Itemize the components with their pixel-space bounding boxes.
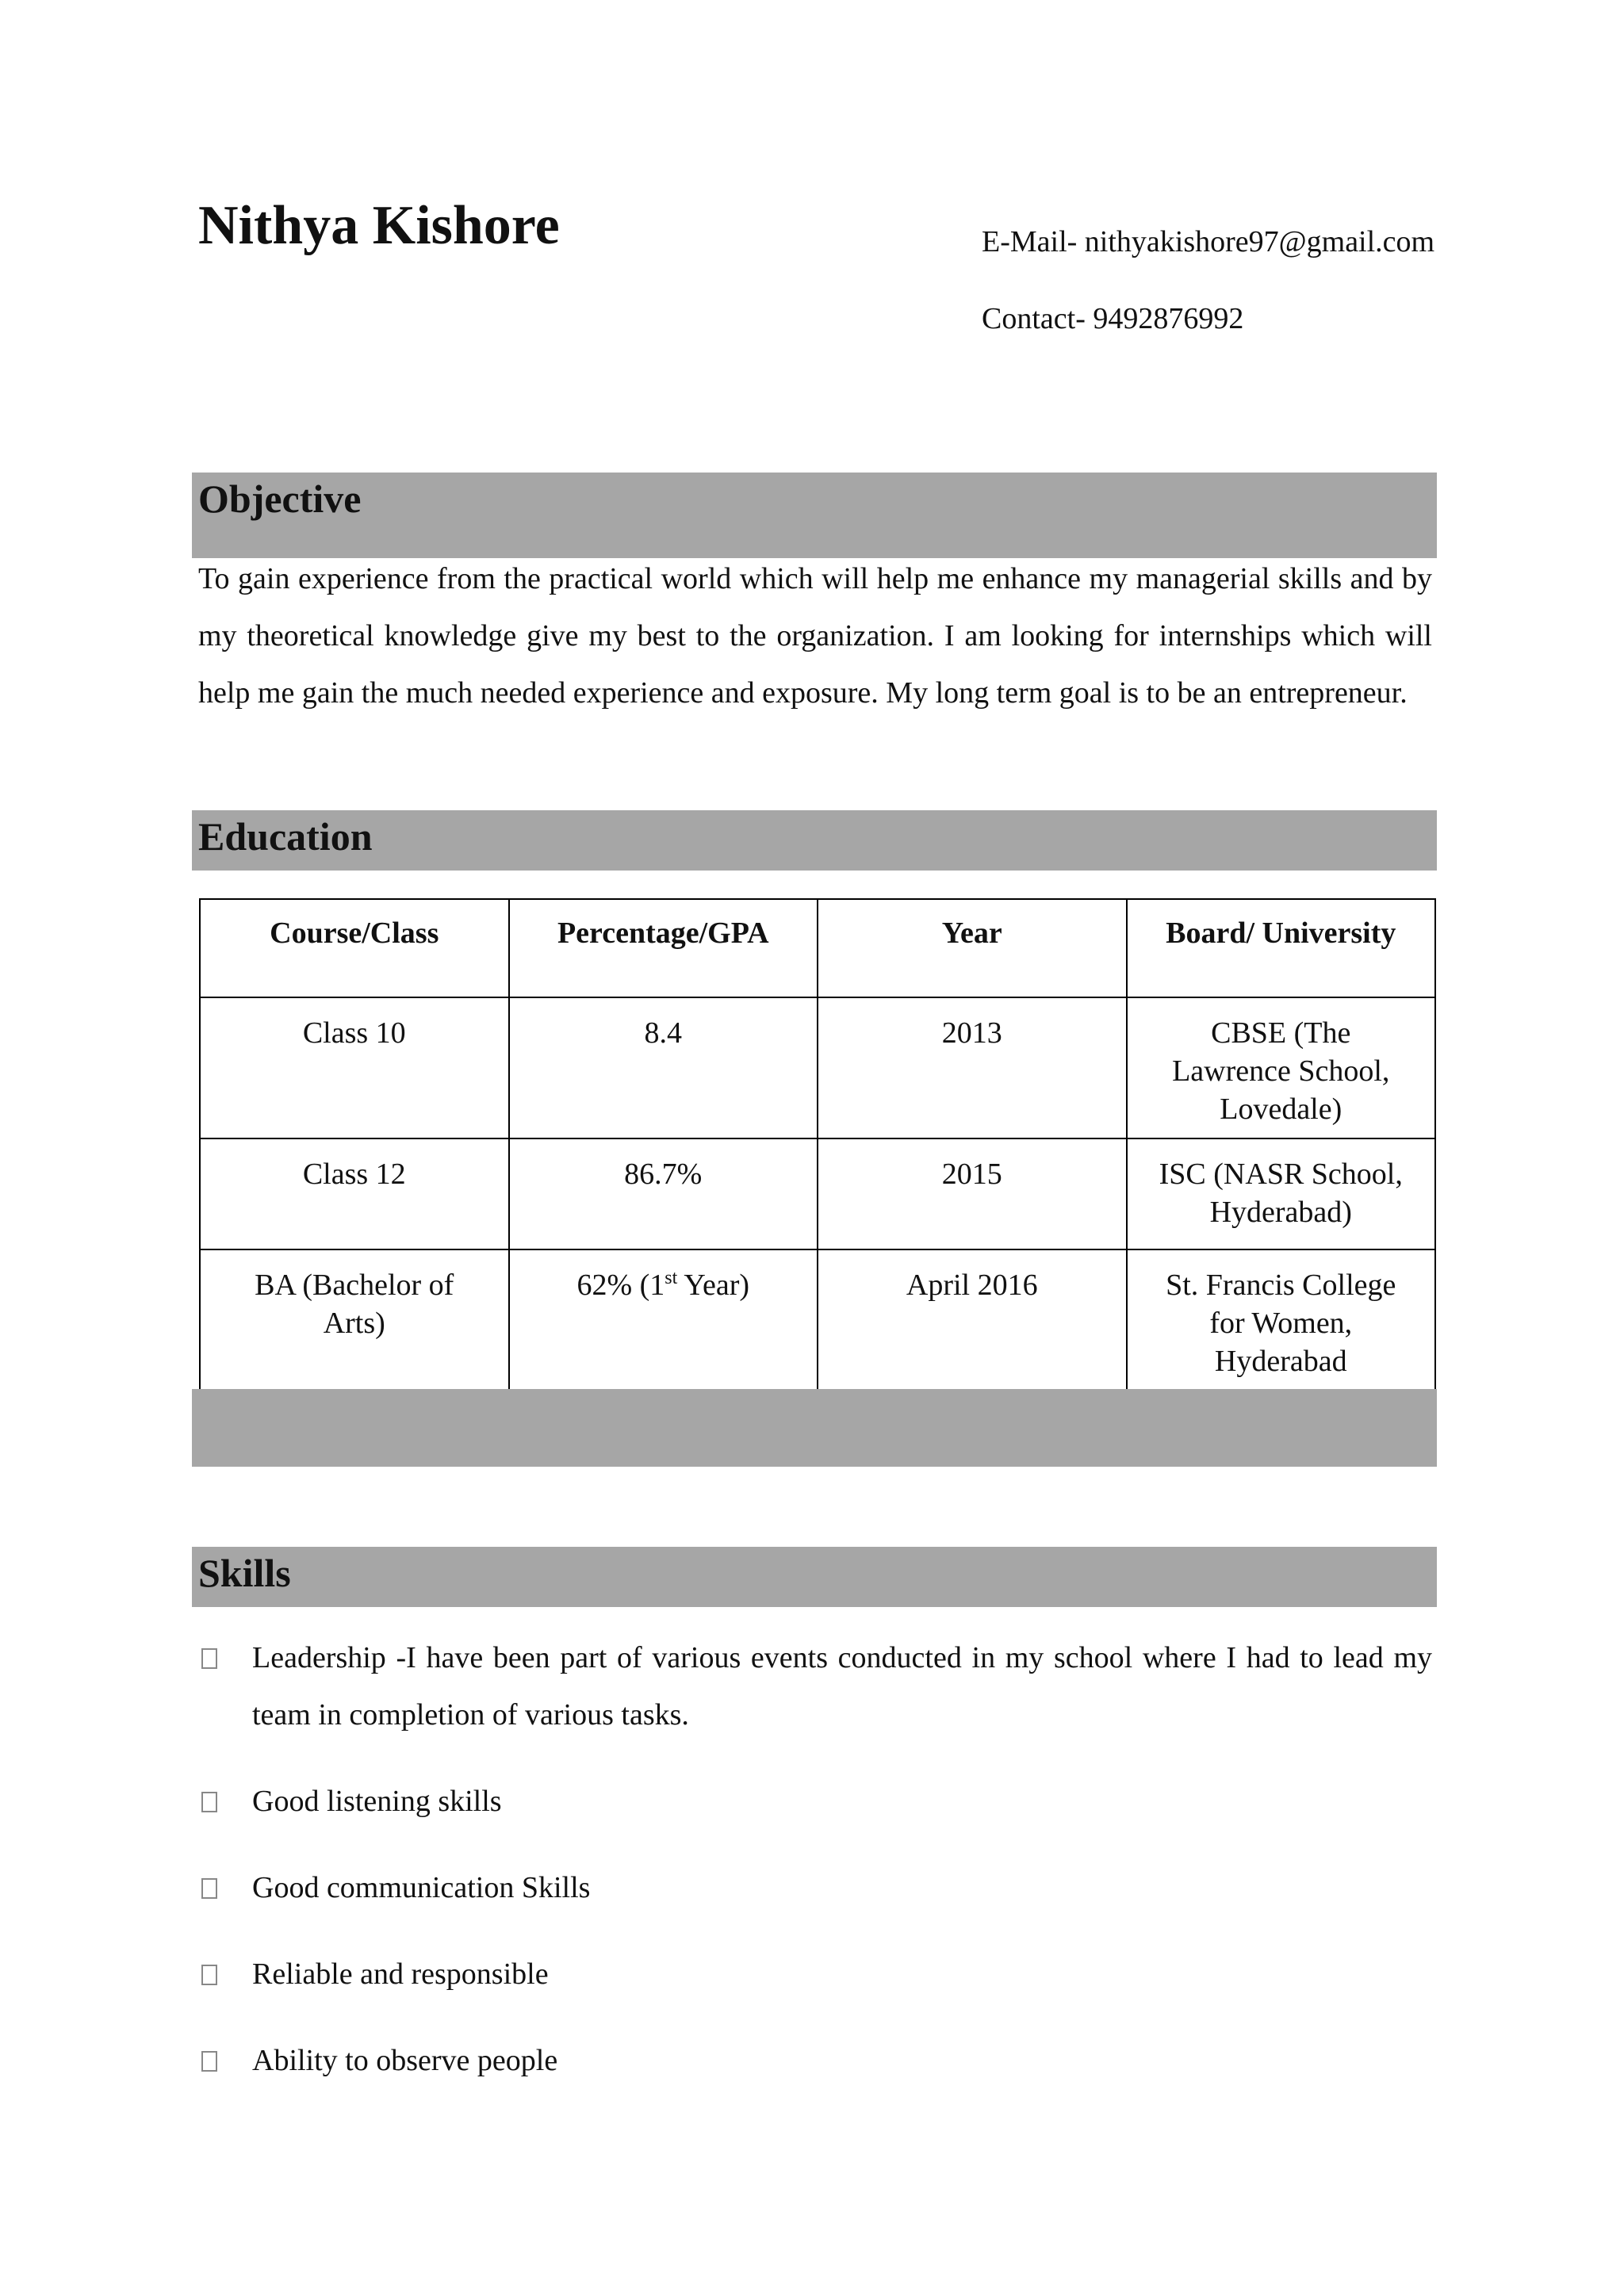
objective-text: To gain experience from the practical world which will help me enhance my managerial skills and by my theoretical knowledge give my best to the organization. I am looking for internships which will help me gain the much needed experience and exposure. My long term goal is to be an entrepreneur. <box>198 562 1432 710</box>
score-superscript: st <box>665 1268 678 1288</box>
cell-year: 2015 <box>818 1138 1127 1249</box>
bullet-box-icon <box>201 1792 217 1812</box>
cell-board: St. Francis College for Women, Hyderabad <box>1127 1249 1436 1397</box>
skills-heading: Skills <box>198 1551 291 1595</box>
column-header-percentage: Percentage/GPA <box>509 899 818 997</box>
objective-section-bar <box>192 473 1437 558</box>
contact-line: Contact- 9492876992 <box>982 302 1244 335</box>
list-item <box>198 1629 1432 1743</box>
list-item <box>198 1859 1432 1916</box>
skills-list <box>198 1629 1432 2118</box>
table-row <box>200 1138 1435 1249</box>
skill-text: Ability to observe people <box>252 2044 558 2077</box>
email-line: E-Mail- nithyakishore97@gmail.com <box>982 225 1435 258</box>
education-section-bar <box>192 810 1437 871</box>
skill-text: Reliable and responsible <box>252 1957 549 1991</box>
cell-board: CBSE (The Lawrence School, Lovedale) <box>1127 997 1436 1138</box>
bullet-box-icon <box>201 1878 217 1899</box>
education-footer-bar <box>192 1389 1437 1467</box>
cell-score <box>509 1249 818 1397</box>
cell-course: Class 12 <box>200 1138 509 1249</box>
education-heading: Education <box>198 814 373 859</box>
list-item <box>198 1946 1432 2003</box>
cell-course: BA (Bachelor of Arts) <box>200 1249 509 1397</box>
cell-course: Class 10 <box>200 997 509 1138</box>
cell-score: 8.4 <box>509 997 818 1138</box>
cell-year: 2013 <box>818 997 1127 1138</box>
objective-heading: Objective <box>198 476 362 521</box>
table-header-row <box>200 899 1435 997</box>
education-table <box>199 898 1436 1398</box>
cell-board: ISC (NASR School, Hyderabad) <box>1127 1138 1436 1249</box>
candidate-name: Nithya Kishore <box>198 195 560 256</box>
list-item <box>198 2032 1432 2089</box>
bullet-box-icon <box>201 1648 217 1669</box>
column-header-course: Course/Class <box>200 899 509 997</box>
cell-score: 86.7% <box>509 1138 818 1249</box>
list-item <box>198 1773 1432 1830</box>
score-suffix: Year) <box>677 1269 750 1302</box>
cell-year: April 2016 <box>818 1249 1127 1397</box>
skill-text: Good listening skills <box>252 1785 502 1818</box>
column-header-year: Year <box>818 899 1127 997</box>
bullet-box-icon <box>201 2051 217 2072</box>
table-row <box>200 997 1435 1138</box>
table-row <box>200 1249 1435 1397</box>
skill-text: Leadership -I have been part of various events conducted in my school where I had to lead my team in completion of various tasks. <box>252 1641 1432 1732</box>
bullet-box-icon <box>201 1965 217 1985</box>
column-header-board: Board/ University <box>1127 899 1436 997</box>
skills-section-bar <box>192 1547 1437 1607</box>
score-prefix: 62% (1 <box>576 1269 665 1302</box>
skill-text: Good communication Skills <box>252 1871 591 1904</box>
